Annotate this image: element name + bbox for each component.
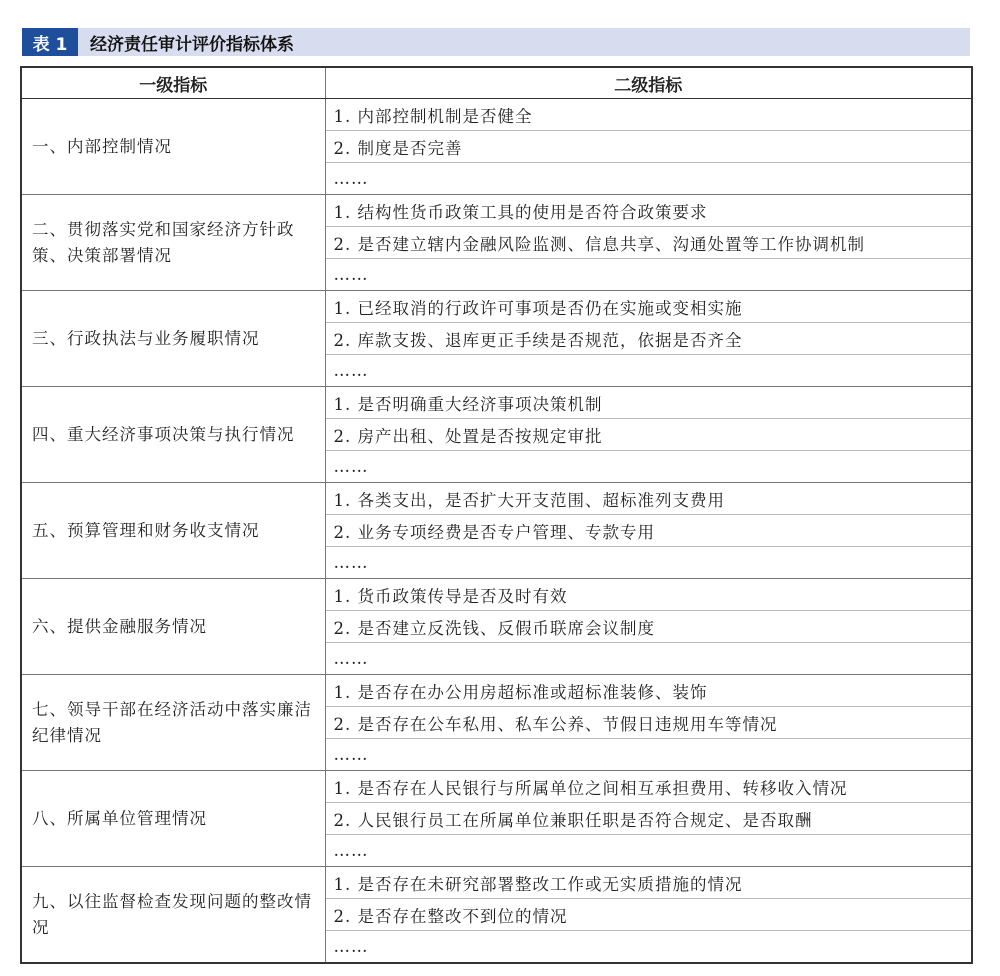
- indicator-table: [20, 66, 973, 964]
- table-row: [21, 387, 972, 419]
- level-1-indicator: 六、提供金融服务情况: [21, 579, 325, 675]
- level-2-indicator: 2. 是否建立辖内金融风险监测、信息共享、沟通处置等工作协调机制: [325, 227, 972, 259]
- header-level-1: 一级指标: [21, 67, 325, 99]
- level-2-indicator: ……: [325, 931, 972, 964]
- level-1-indicator: 四、重大经济事项决策与执行情况: [21, 387, 325, 483]
- level-2-indicator: ……: [325, 643, 972, 675]
- level-2-indicator: ……: [325, 259, 972, 291]
- table-row: [21, 291, 972, 323]
- level-2-indicator: ……: [325, 355, 972, 387]
- table-row: [21, 195, 972, 227]
- level-2-indicator: 2. 是否建立反洗钱、反假币联席会议制度: [325, 611, 972, 643]
- header-level-2: 二级指标: [325, 67, 972, 99]
- level-2-indicator: 1. 是否存在未研究部署整改工作或无实质措施的情况: [325, 867, 972, 899]
- level-1-indicator: 一、内部控制情况: [21, 99, 325, 195]
- level-2-indicator: 1. 内部控制机制是否健全: [325, 99, 972, 131]
- level-2-indicator: ……: [325, 163, 972, 195]
- table-row: [21, 771, 972, 803]
- table-row: [21, 579, 972, 611]
- table-row: [21, 483, 972, 515]
- level-2-indicator: 1. 是否存在办公用房超标准或超标准装修、装饰: [325, 675, 972, 707]
- level-2-indicator: 1. 货币政策传导是否及时有效: [325, 579, 972, 611]
- level-2-indicator: 1. 是否存在人民银行与所属单位之间相互承担费用、转移收入情况: [325, 771, 972, 803]
- level-2-indicator: 2. 房产出租、处置是否按规定审批: [325, 419, 972, 451]
- level-2-indicator: ……: [325, 451, 972, 483]
- level-2-indicator: 2. 制度是否完善: [325, 131, 972, 163]
- level-2-indicator: 2. 业务专项经费是否专户管理、专款专用: [325, 515, 972, 547]
- level-2-indicator: 2. 是否存在公车私用、私车公养、节假日违规用车等情况: [325, 707, 972, 739]
- table-number-tag: 表 1: [22, 28, 78, 56]
- level-1-indicator: 八、所属单位管理情况: [21, 771, 325, 867]
- level-2-indicator: 1. 各类支出，是否扩大开支范围、超标准列支费用: [325, 483, 972, 515]
- level-2-indicator: ……: [325, 739, 972, 771]
- level-2-indicator: 2. 库款支拨、退库更正手续是否规范，依据是否齐全: [325, 323, 972, 355]
- level-1-indicator: 五、预算管理和财务收支情况: [21, 483, 325, 579]
- level-1-indicator: 九、以往监督检查发现问题的整改情况: [21, 867, 325, 964]
- level-2-indicator: 1. 结构性货币政策工具的使用是否符合政策要求: [325, 195, 972, 227]
- level-1-indicator: 七、领导干部在经济活动中落实廉洁纪律情况: [21, 675, 325, 771]
- table-row: [21, 675, 972, 707]
- table-row: [21, 867, 972, 899]
- table-title: 经济责任审计评价指标体系: [90, 34, 294, 55]
- level-2-indicator: ……: [325, 547, 972, 579]
- header-row: [21, 67, 972, 99]
- table-body: [21, 99, 972, 964]
- level-2-indicator: 2. 人民银行员工在所属单位兼职任职是否符合规定、是否取酬: [325, 803, 972, 835]
- level-2-indicator: 2. 是否存在整改不到位的情况: [325, 899, 972, 931]
- level-1-indicator: 三、行政执法与业务履职情况: [21, 291, 325, 387]
- table-row: [21, 99, 972, 131]
- table-caption: [22, 28, 970, 56]
- level-2-indicator: 1. 已经取消的行政许可事项是否仍在实施或变相实施: [325, 291, 972, 323]
- level-1-indicator: 二、贯彻落实党和国家经济方针政策、决策部署情况: [21, 195, 325, 291]
- level-2-indicator: 1. 是否明确重大经济事项决策机制: [325, 387, 972, 419]
- level-2-indicator: ……: [325, 835, 972, 867]
